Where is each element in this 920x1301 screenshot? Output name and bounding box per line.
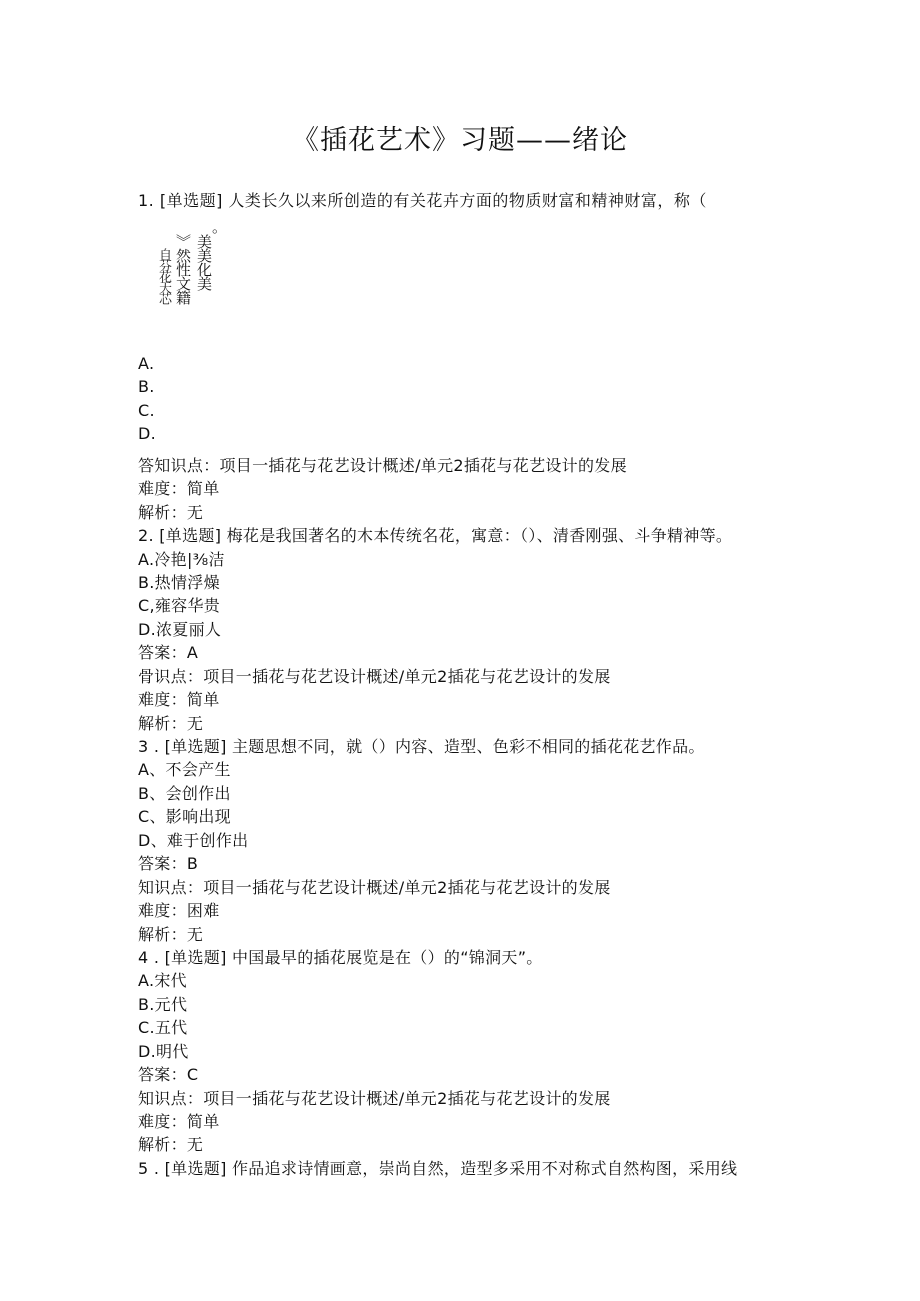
q1-option-d: D. bbox=[138, 424, 157, 444]
q1-option-c: C. bbox=[138, 400, 155, 420]
q3-analysis: 解析：无 bbox=[138, 924, 204, 944]
question-5-stem: 5 . [单选题] 作品追求诗情画意，崇尚自然，造型多采用不对称式自然构图，采用线 bbox=[138, 1158, 738, 1178]
q1-option-a: A. bbox=[138, 354, 155, 373]
q2-answer: 答案：A bbox=[138, 643, 199, 663]
q1-option-b: B. bbox=[138, 377, 155, 397]
question-2-stem: 2. [单选题] 梅花是我国著名的木本传统名花，寓意：（）、清香刚强、斗争精神等。 bbox=[138, 526, 733, 546]
question-3-stem: 3 . [单选题] 主题思想不同，就（）内容、造型、色彩不相同的插花花艺作品。 bbox=[138, 737, 705, 756]
q2-option-a: A.冷艳|⅜洁 bbox=[138, 549, 225, 569]
q4-option-a: A.宋代 bbox=[138, 971, 187, 991]
q3-knowledge-point: 知识点：项目一插花与花艺设计概述/单元2插花与花艺设计的发展 bbox=[138, 877, 611, 897]
question-1-stem: 1. [单选题] 人类长久以来所创造的有关花卉方面的物质财富和精神财富，称（ bbox=[138, 191, 707, 210]
q3-option-a: A、不会产生 bbox=[138, 760, 231, 780]
q2-knowledge-point: 骨识点：项目一插花与花艺设计概述/单元2插花与花艺设计的发展 bbox=[138, 666, 611, 686]
q3-option-c: C、影响出现 bbox=[138, 807, 231, 827]
q4-difficulty: 难度：简单 bbox=[138, 1112, 220, 1131]
q4-answer: 答案：C bbox=[138, 1065, 199, 1085]
q2-option-c: C,雍容华贵 bbox=[138, 596, 221, 616]
q1-vertical-column-1: 美美化美 bbox=[195, 234, 213, 290]
q3-difficulty: 难度：困难 bbox=[138, 901, 220, 921]
q2-option-d: D.浓夏丽人 bbox=[138, 619, 222, 639]
question-list bbox=[138, 352, 878, 1180]
q3-option-b: B、会创作出 bbox=[138, 783, 231, 803]
q1-vertical-column-2: 》然性文籍 bbox=[174, 234, 192, 304]
q4-option-d: D.明代 bbox=[138, 1041, 189, 1061]
q4-knowledge-point: 知识点：项目一插花与花艺设计概述/单元2插花与花艺设计的发展 bbox=[138, 1088, 611, 1108]
q2-analysis: 解析：无 bbox=[138, 713, 204, 733]
q1-period: 。 bbox=[212, 218, 228, 236]
question-4-stem: 4 . [单选题] 中国最早的插花展览是在（）的“锦洞天”。 bbox=[138, 947, 543, 967]
q4-option-c: C.五代 bbox=[138, 1018, 188, 1038]
q3-answer: 答案：B bbox=[138, 854, 199, 874]
q1-difficulty: 难度：简单 bbox=[138, 479, 220, 499]
q2-difficulty: 难度：简单 bbox=[138, 690, 220, 710]
q2-option-b: B.热情浮燥 bbox=[138, 572, 220, 592]
q1-vertical-column-3: 自芬花天芯 bbox=[156, 248, 171, 303]
q4-option-b: B.元代 bbox=[138, 994, 188, 1014]
page-title: 《插花艺术》习题——绪论 bbox=[292, 125, 628, 156]
q1-analysis: 解析：无 bbox=[138, 502, 204, 522]
q4-analysis: 解析：无 bbox=[138, 1135, 204, 1155]
q1-knowledge-point: 答知识点：项目一插花与花艺设计概述/单元2插花与花艺设计的发展 bbox=[138, 455, 627, 475]
q3-option-d: D、难于创作出 bbox=[138, 830, 249, 850]
